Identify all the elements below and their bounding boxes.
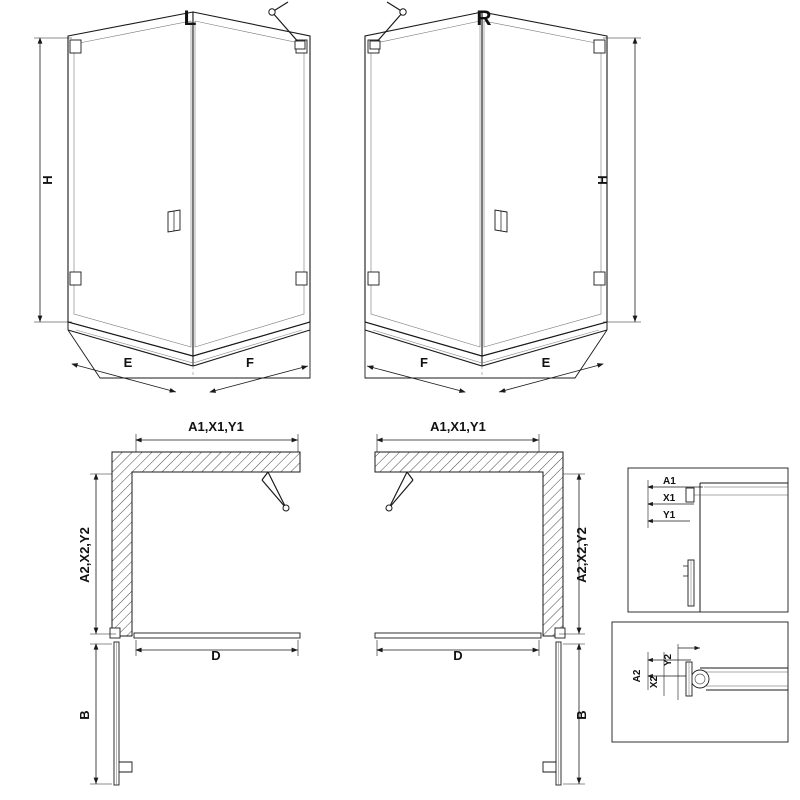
isometric-right-view	[365, 2, 641, 392]
detail-label-x1: X1	[663, 493, 676, 504]
dim-label-a2x2y2-left: A2,X2,Y2	[77, 527, 92, 583]
detail-label-a2: A2	[632, 669, 643, 683]
plan-right-view	[375, 434, 585, 785]
dim-label-a1x1y1-left: A1,X1,Y1	[188, 419, 244, 434]
isometric-left-view	[34, 2, 310, 392]
dim-label-e-right: E	[541, 355, 551, 370]
detail-profile-horizontal	[628, 468, 788, 612]
dim-label-d-left: D	[211, 648, 221, 663]
dim-label-f-right: F	[420, 355, 428, 370]
dim-label-h-left: H	[40, 175, 55, 185]
dim-label-f-left: F	[246, 355, 254, 370]
label-variant-right: R	[476, 7, 492, 30]
detail-label-x2: X2	[649, 675, 660, 689]
dim-label-d-right: D	[453, 648, 463, 663]
detail-label-y2: Y2	[663, 653, 674, 667]
plan-left-view	[90, 434, 300, 785]
dim-label-h-right: H	[595, 175, 610, 185]
dim-label-b-left: B	[77, 710, 92, 720]
dim-label-b-right: B	[574, 710, 589, 720]
dim-label-a2x2y2-right: A2,X2,Y2	[574, 527, 589, 583]
detail-label-y1: Y1	[663, 510, 676, 521]
detail-label-a1: A1	[663, 476, 676, 487]
dim-label-a1x1y1-right: A1,X1,Y1	[430, 419, 486, 434]
label-variant-left: L	[183, 7, 197, 30]
dim-label-e-left: E	[123, 355, 133, 370]
